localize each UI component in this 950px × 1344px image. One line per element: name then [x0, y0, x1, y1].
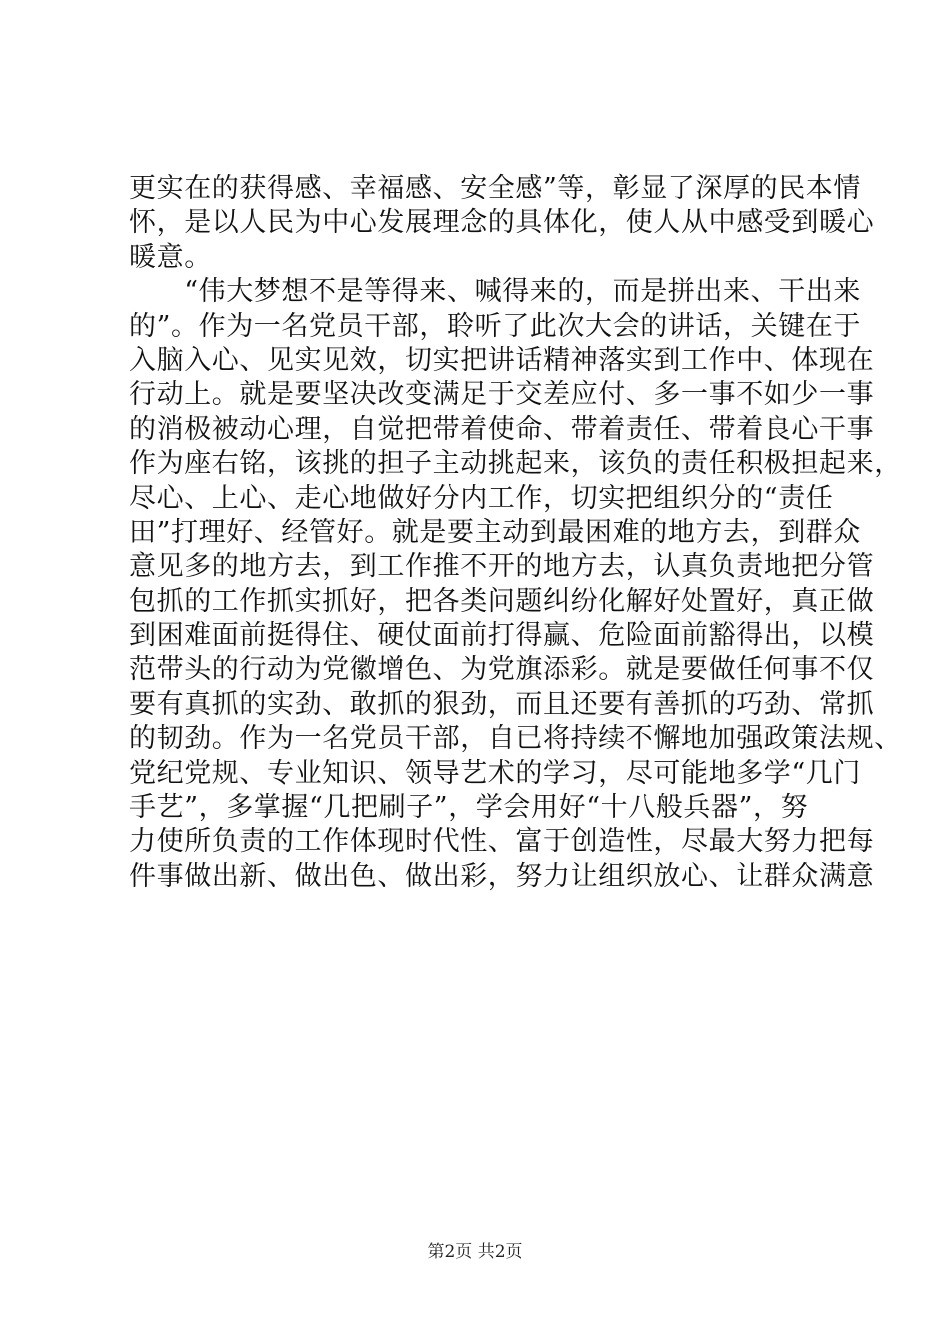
text-line: 的消极被动心理，自觉把带着使命、带着责任、带着良心干事	[129, 413, 875, 445]
text-line: 作为座右铭，该挑的担子主动挑起来，该负的责任积极担起来，	[129, 448, 902, 480]
text-line: 怀，是以人民为中心发展理念的具体化，使人从中感受到暖心	[129, 207, 875, 239]
text-line: “伟大梦想不是等得来、喊得来的，而是拼出来、干出来	[129, 276, 862, 308]
text-line: 范带头的行动为党徽增色、为党旗添彩。就是要做任何事不仅	[129, 654, 875, 686]
text-line: 党纪党规、专业知识、领导艺术的学习，尽可能地多学“几门	[129, 757, 862, 789]
text-line: 意见多的地方去，到工作推不开的地方去，认真负责地把分管	[129, 551, 875, 583]
text-line: 田”打理好、经管好。就是要主动到最困难的地方去，到群众	[129, 516, 862, 548]
text-line: 件事做出新、做出色、做出彩，努力让组织放心、让群众满意	[129, 860, 875, 892]
text-line: 到困难面前挺得住、硬仗面前打得赢、危险面前豁得出，以模	[129, 620, 875, 652]
text-line: 的”。作为一名党员干部，聆听了此次大会的讲话，关键在于	[129, 310, 862, 342]
text-line: 手艺”，多掌握“几把刷子”，学会用好“十八般兵器”，努	[129, 792, 809, 824]
body-text	[129, 172, 902, 894]
text-line: 要有真抓的实劲、敢抓的狠劲，而且还要有善抓的巧劲、常抓	[129, 688, 875, 720]
text-line: 入脑入心、见实见效，切实把讲话精神落实到工作中、体现在	[129, 344, 875, 376]
text-line: 力使所负责的工作体现时代性、富于创造性，尽最大努力把每	[129, 826, 875, 858]
page-number-footer: 第2页 共2页	[427, 1242, 523, 1262]
text-line: 行动上。就是要坚决改变满足于交差应付、多一事不如少一事	[129, 379, 875, 411]
text-line: 尽心、上心、走心地做好分内工作，切实把组织分的“责任	[129, 482, 834, 514]
text-line: 暖意。	[129, 241, 212, 273]
text-line: 的韧劲。作为一名党员干部，自已将持续不懈地加强政策法规、	[129, 723, 902, 755]
text-line: 更实在的获得感、幸福感、安全感”等，彰显了深厚的民本情	[129, 173, 862, 204]
text-line: 包抓的工作抓实抓好，把各类问题纠纷化解好处置好，真正做	[129, 585, 875, 617]
